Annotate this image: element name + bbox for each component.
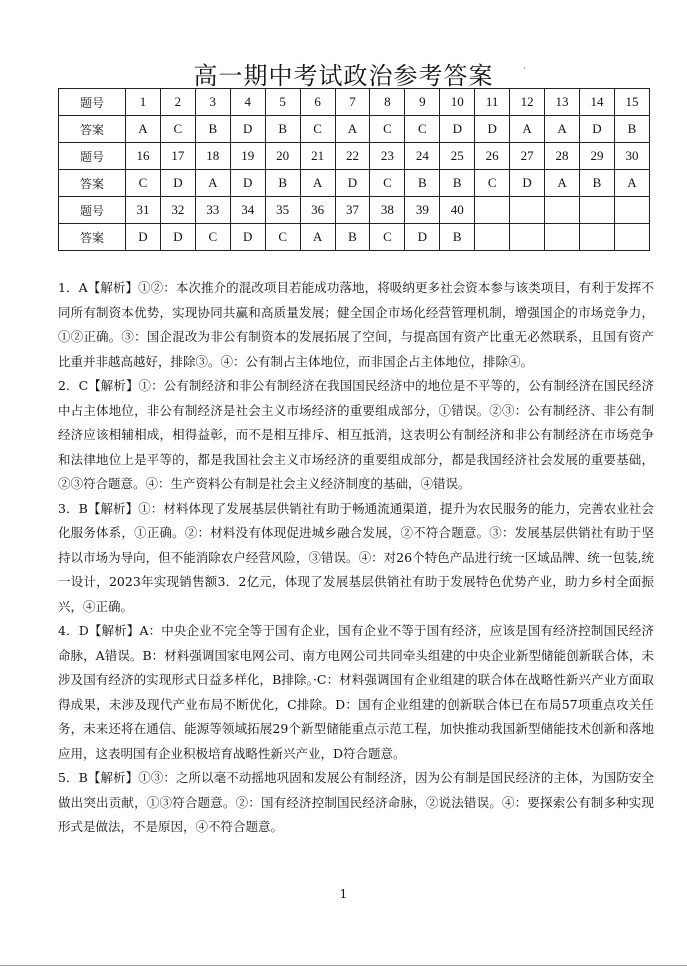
answer-key-table [58,88,650,251]
answer-cell: A [510,116,545,143]
answer-cell: D [440,116,475,143]
question-number-cell: 27 [510,143,545,170]
answer-cell: C [160,116,195,143]
question-number-cell: 16 [126,143,161,170]
answer-cell: D [230,224,265,251]
question-number-cell: 3 [195,89,230,116]
answer-cell: B [440,224,475,251]
page-number: 1 [339,887,348,901]
answer-row [59,224,650,251]
question-number-cell: 31 [126,197,161,224]
answer-cell: D [230,116,265,143]
answer-cell: C [370,224,405,251]
answer-cell: B [195,116,230,143]
answer-cell [545,224,580,251]
question-number-cell: 40 [440,197,475,224]
question-number-cell: 10 [440,89,475,116]
answer-cell [579,224,614,251]
answer-cell: C [300,116,335,143]
answer-row [59,116,650,143]
question-number-cell: 9 [405,89,440,116]
answer-cell: B [265,170,300,197]
explanation-4: 4．D【解析】A：中央企业不完全等于国有企业，国有企业不等于国有经济，应该是国有经济控制国民经济命脉，A错误。B：材料强调国家电网公司、南方电网公司共同牵头组建的中央企业新型储能创新联合体，未涉及国有经济的实现形式日益多样化，B排除。·C：材料强调国有企业组建的联合体在战略性新兴产业方面取得成果，未涉及现代产业布局不断优化，C排除。D：国有企业组建的创新联合体已在布局57项重点攻关任务，未来还将在通信、能源等领域拓展29个新型储能重点示范工程，加快推动我国新型储能技术创新和落地应用，这表明国有企业积极培育战略性新兴产业，D符合题意。 [58,623,654,761]
question-number-cell: 36 [300,197,335,224]
question-number-cell: 20 [265,143,300,170]
answer-cell: A [614,170,649,197]
question-number-cell [510,197,545,224]
answer-cell: A [126,116,161,143]
answer-row-label: 答案 [59,170,126,197]
question-number-cell: 6 [300,89,335,116]
answer-cell [614,224,649,251]
question-number-cell [475,197,510,224]
question-number-cell: 30 [614,143,649,170]
answer-cell [475,224,510,251]
answer-cell: D [126,224,161,251]
answer-cell: D [475,116,510,143]
number-row-label: 题号 [59,143,126,170]
answer-cell: D [510,170,545,197]
stray-mark: · [523,64,526,73]
answer-cell: A [300,170,335,197]
explanation-5: 5．B【解析】①③：之所以毫不动摇地巩固和发展公有制经济，因为公有制是国民经济的主体，为国防安全做出突出贡献，①③符合题意。②：国有经济控制国民经济命脉，②说法错误。④：要探索公有制多种实现形式是做法，不是原因，④不符合题意。 [58,770,654,834]
number-row [59,89,650,116]
answer-cell: C [126,170,161,197]
question-number-cell: 1 [126,89,161,116]
question-number-cell: 39 [405,197,440,224]
question-number-cell: 32 [160,197,195,224]
explanation-3: 3．B【解析】①：材料体现了发展基层供销社有助于畅通流通渠道，提升为农民服务的能力，完善农业社会化服务体系，①正确。②：材料没有体现促进城乡融合发展，②不符合题意。③：发展基层供销社有助于坚持以市场为导向，但不能消除农户经营风险，③错误。④：对26个特色产品进行统一区域品牌、统一包装,统一设计，2023年实现销售额3．2亿元，体现了发展基层供销社有助于发展特色优势产业，助力乡村全面振兴，④正确。 [58,500,654,614]
answer-cell: B [265,116,300,143]
answer-cell: A [300,224,335,251]
page-title: 高一期中考试政治参考答案 [193,62,494,90]
answer-cell: A [335,116,370,143]
question-number-cell: 15 [614,89,649,116]
question-number-cell: 7 [335,89,370,116]
answer-cell: B [335,224,370,251]
answer-cell: C [370,170,405,197]
question-number-cell: 29 [579,143,614,170]
question-number-cell: 22 [335,143,370,170]
question-number-cell: 11 [475,89,510,116]
question-number-cell: 8 [370,89,405,116]
answer-cell: D [160,224,195,251]
answer-cell: B [614,116,649,143]
answer-cell: D [405,224,440,251]
question-number-cell: 5 [265,89,300,116]
question-number-cell: 17 [160,143,195,170]
question-number-cell: 4 [230,89,265,116]
number-row-label: 题号 [59,197,126,224]
question-number-cell: 13 [545,89,580,116]
answer-cell: C [370,116,405,143]
answer-row-label: 答案 [59,116,126,143]
question-number-cell: 23 [370,143,405,170]
explanation-2: 2．C【解析】①：公有制经济和非公有制经济在我国国民经济中的地位是不平等的，公有制经济在国民经济中占主体地位，非公有制经济是社会主义市场经济的重要组成部分，①错误。②③：公有制经济、非公有制经济应该相辅相成，相得益彰，而不是相互排斥、相互抵消，这表明公有制经济和非公有制经济在市场竞争和法律地位上是平等的，都是我国社会主义市场经济的重要组成部分，都是我国经济社会发展的重要基础，②③符合题意。④：生产资料公有制是社会主义经济制度的基础，④错误。 [58,378,654,491]
question-number-cell: 24 [405,143,440,170]
question-number-cell [614,197,649,224]
number-row [59,143,650,170]
question-number-cell: 2 [160,89,195,116]
answer-cell: D [160,170,195,197]
answer-cell: B [440,170,475,197]
question-number-cell: 38 [370,197,405,224]
question-number-cell [579,197,614,224]
answer-cell: A [195,170,230,197]
answer-cell: A [545,116,580,143]
question-number-cell: 34 [230,197,265,224]
question-number-cell: 21 [300,143,335,170]
question-number-cell: 26 [475,143,510,170]
answer-cell: C [195,224,230,251]
answer-cell: D [579,116,614,143]
question-number-cell: 28 [545,143,580,170]
question-number-cell [545,197,580,224]
question-number-cell: 12 [510,89,545,116]
answer-cell: B [579,170,614,197]
explanation-1: 1．A【解析】①②：本次推介的混改项目若能成功落地，将吸纳更多社会资本参与该类项目，有利于发挥不同所有制资本优势，实现协同共赢和高质量发展；健全国企市场化经营管理机制，增强国企的市场竞争力，①②正确。③：国企混改为非公有制资本的发展拓展了空间，与提高国有资产比重无必然联系，且国有资产比重并非越高越好，排除③。④：公有制占主体地位，而非国企占主体地位，排除④。 [58,280,654,369]
answer-cell: D [230,170,265,197]
answer-cell: C [265,224,300,251]
answer-cell [510,224,545,251]
answer-cell: A [545,170,580,197]
question-number-cell: 14 [579,89,614,116]
number-row-label: 题号 [59,89,126,116]
question-number-cell: 19 [230,143,265,170]
answer-cell: B [405,170,440,197]
number-row [59,197,650,224]
explanations [58,276,654,840]
answer-cell: C [405,116,440,143]
answer-row [59,170,650,197]
question-number-cell: 25 [440,143,475,170]
answer-cell: D [335,170,370,197]
page-bottom-border [0,965,687,966]
question-number-cell: 33 [195,197,230,224]
question-number-cell: 37 [335,197,370,224]
answer-row-label: 答案 [59,224,126,251]
question-number-cell: 18 [195,143,230,170]
answer-cell: C [475,170,510,197]
question-number-cell: 35 [265,197,300,224]
